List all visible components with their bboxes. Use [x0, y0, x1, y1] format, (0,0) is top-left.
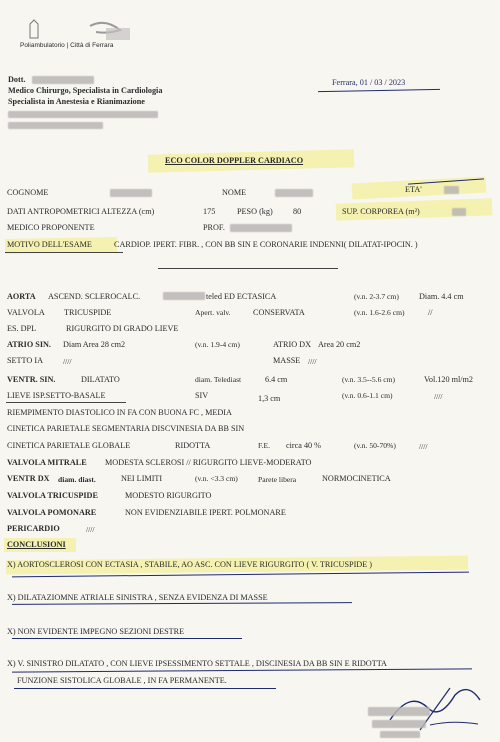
- doctor-role-1: Medico Chirurgo, Specialista in Cardiologia: [8, 86, 163, 95]
- conclusion-4-underline: [12, 668, 472, 672]
- atrio-sin-ref: (v.n. 1.9-4 cm): [195, 340, 240, 349]
- diam-tele-value: 6.4 cm: [265, 375, 288, 384]
- stamp-redacted-1: [368, 707, 430, 716]
- apert-ref: (v.n. 1.6-2.6 cm): [354, 308, 405, 317]
- cinetica-segmentaria: CINETICA PARIETALE SEGMENTARIA DISCVINESIA DA BB SIN: [7, 424, 245, 433]
- motive-label: MOTIVO DELL'ESAME: [7, 240, 92, 249]
- eta-label: ETA': [405, 185, 422, 194]
- org-line: Poliambulatorio | Città di Ferrara: [20, 42, 114, 49]
- ventr-dx-value: NEI LIMITI: [121, 474, 163, 483]
- pericardio-label: PERICARDIO: [7, 524, 60, 533]
- fe-mark: ////: [419, 442, 428, 451]
- atrio-dx-label: ATRIO DX: [273, 340, 311, 349]
- date-underline: [318, 89, 440, 92]
- address-redacted-2: [8, 122, 103, 129]
- ventr-sin-ref: (v.n. 3.5--5.6 cm): [342, 375, 396, 384]
- aorta-redacted: [163, 292, 205, 300]
- report-title: ECO COLOR DOPPLER CARDIACO: [165, 156, 304, 165]
- parete-label: Parete libera: [258, 475, 297, 484]
- cinetica-globale-value: RIDOTTA: [175, 441, 211, 450]
- polmonare-value: NON EVIDENZIABILE IPERT. POLMONARE: [125, 508, 286, 517]
- apert-mark: //: [428, 308, 433, 317]
- conclusion-item-1: X) AORTOSCLEROSI CON ECTASIA , STABILE, AO ASC. CON LIEVE RIGURGITO ( V. TRICUSPIDE ): [7, 560, 372, 569]
- bsa-redacted: [452, 208, 466, 216]
- siv-mark: ////: [434, 392, 443, 401]
- valvola-type: TRICUSPIDE: [64, 308, 112, 317]
- pericardio-value: ////: [86, 525, 95, 534]
- polmonare-label: VALVOLA POMONARE: [7, 508, 97, 517]
- cognome-redacted: [110, 189, 152, 197]
- place-date: Ferrara, 01 / 03 / 2023: [332, 78, 406, 87]
- siv-label: SIV: [195, 391, 209, 400]
- riempimento: RIEMPIMENTO DIASTOLICO IN FA CON BUONA FC , MEDIA: [7, 408, 232, 417]
- conclusion-2-underline: [12, 602, 352, 605]
- conclusion-item-2: X) DILATAZIOMNE ATRIALE SINISTRA , SENZA EVIDENZA DI MASSE: [7, 593, 268, 602]
- ventr-dx-label: VENTR DX: [7, 474, 50, 483]
- ventr-dx-diam: diam. diast.: [58, 475, 96, 484]
- doctor-prefix: Dott.: [8, 75, 26, 84]
- cognome-label: COGNOME: [7, 188, 49, 197]
- masse-label: MASSE: [273, 356, 301, 365]
- bsa-label: SUP. CORPOREA (m²): [342, 207, 420, 216]
- conclusion-item-4-cont: FUNZIONE SISTOLICA GLOBALE , IN FA PERMANENTE.: [17, 676, 227, 685]
- aorta-text2: teled ED ECTASICA: [206, 292, 277, 301]
- aorta-value: Diam. 4.4 cm: [419, 292, 464, 301]
- weight-label: PESO (kg): [237, 207, 273, 216]
- address-redacted-1: [8, 111, 158, 118]
- tricuspide-value: MODESTO RIGURGITO: [125, 491, 212, 500]
- ventr-sin-label: VENTR. SIN.: [7, 375, 56, 384]
- isp-label: LIEVE ISP.SETTO-BASALE: [7, 391, 106, 400]
- stamp-redacted-3: [380, 731, 420, 738]
- apert-label: Apert. valv.: [195, 308, 231, 317]
- proponent-label: MEDICO PROPONENTE: [7, 223, 95, 232]
- siv-ref: (v.n. 0.6-1.1 cm): [342, 391, 393, 400]
- apert-value: CONSERVATA: [253, 308, 305, 317]
- siv-value: 1,3 cm: [258, 394, 281, 403]
- tricuspide-label: VALVOLA TRICUSPIDE: [7, 491, 98, 500]
- height-value: 175: [203, 207, 216, 216]
- mitrale-label: VALVOLA MITRALE: [7, 458, 87, 467]
- atrio-dx-area: Area 20 cm2: [318, 340, 361, 349]
- eta-redacted: [444, 186, 459, 194]
- doctor-role-2: Specialista in Anestesia e Rianimazione: [8, 97, 145, 106]
- motive-underline: [5, 252, 123, 253]
- anthro-label: DATI ANTROPOMETRICI ALTEZZA (cm): [7, 207, 155, 216]
- fe-ref: (v.n. 50-70%): [354, 441, 396, 450]
- aorta-ref: (v.n. 2-3.7 cm): [354, 292, 399, 301]
- masse-value: ////: [308, 357, 317, 366]
- conclusion-4b-underline: [14, 688, 276, 689]
- fe-label: F.E.: [258, 441, 271, 450]
- atrio-sin-label: ATRIO SIN.: [7, 340, 51, 349]
- section-divider: [158, 268, 338, 269]
- nome-redacted: [275, 189, 313, 197]
- motive-value: CARDIOP. IPERT. FIBR. , CON BB SIN E CORONARIE INDENNI( DILATAT-IPOCIN. ): [114, 240, 418, 249]
- conclusion-3-underline: [12, 638, 242, 639]
- atrio-sin-area: Diam Area 28 cm2: [63, 340, 126, 349]
- esdpl-value: RIGURGITO DI GRADO LIEVE: [66, 324, 179, 333]
- doctor-name-redacted: [32, 76, 94, 84]
- esdpl-label: ES. DPL: [7, 324, 37, 333]
- nome-label: NOME: [222, 188, 247, 197]
- aorta-label: AORTA: [7, 292, 36, 301]
- setto-value: ////: [63, 357, 72, 366]
- fe-value: circa 40 %: [286, 441, 322, 450]
- weight-value: 80: [293, 207, 302, 216]
- ventr-dx-ref: (v.n. <3.3 cm): [195, 474, 238, 483]
- conclusion-item-3: X) NON EVIDENTE IMPEGNO SEZIONI DESTRE: [7, 627, 185, 636]
- aorta-text: ASCEND. SCLEROCALC.: [48, 292, 141, 301]
- proponent-prefix: PROF.: [203, 223, 225, 232]
- cinetica-globale-label: CINETICA PARIETALE GLOBALE: [7, 441, 131, 450]
- isp-underline: [6, 402, 126, 403]
- conclusions-label: CONCLUSIONI: [7, 540, 66, 549]
- diam-tele-label: diam. Telediast: [195, 375, 242, 384]
- valvola-label: VALVOLA: [7, 308, 45, 317]
- vol-value: Vol.120 ml/m2: [424, 375, 473, 384]
- mitrale-value: MODESTA SCLEROSI // RIGURGITO LIEVE-MODERATO: [105, 458, 312, 467]
- parete-value: NORMOCINETICA: [322, 474, 391, 483]
- conclusion-item-4: X) V. SINISTRO DILATATO , CON LIEVE IPSESSIMENTO SETTALE , DISCINESIA DA BB SIN E RIDOTTA: [7, 659, 387, 668]
- setto-label: SETTO IA: [7, 356, 44, 365]
- ventr-sin-value: DILATATO: [81, 375, 120, 384]
- proponent-redacted: [230, 224, 292, 232]
- stamp-redacted-2: [372, 720, 426, 728]
